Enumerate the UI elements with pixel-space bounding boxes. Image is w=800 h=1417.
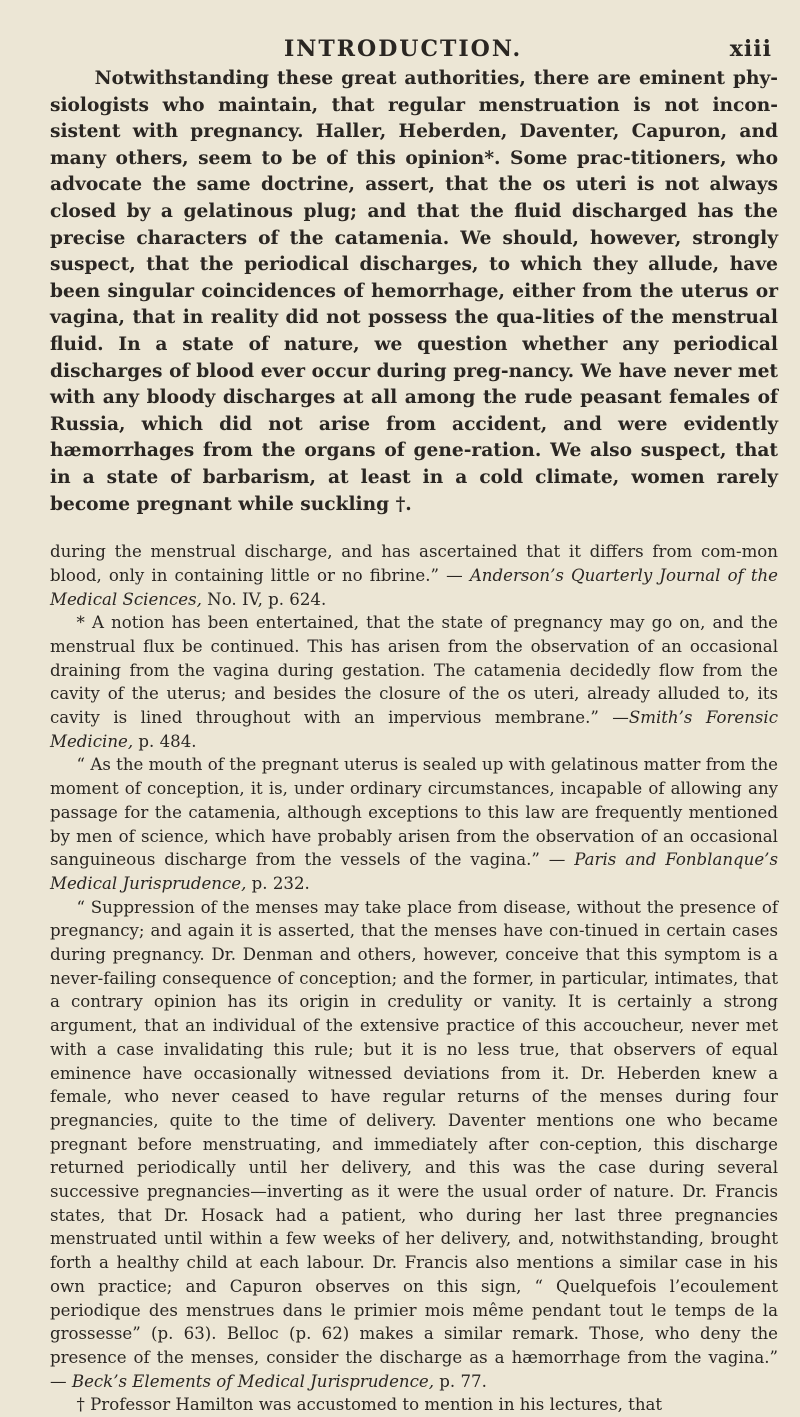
footnote-text: * A notion has been entertained, that the state of pregnancy may go on, and the menstrual flux be continued. This has arisen from the observation of an occasional draining from the vagina during gestation. The catamenia decidedly flow from the cavity of the uterus; and besides the closure of the os uteri, already alluded to, its cavity is lined throughout with an impervious membrane.” — [50, 613, 778, 728]
footnote-dagger [50, 1393, 778, 1417]
footnotes [50, 540, 778, 1417]
footnote-text: during the menstrual discharge, and has ascertained that it differs from com-mon blood, only in containing little or no fibrine.” — [50, 542, 778, 585]
footnote-tail: No. IV, p. 624. [207, 589, 327, 609]
footnote-source: Anderson’s Quarterly Journal of the Medical Sciences, [50, 565, 778, 609]
page-number: xiii [729, 36, 772, 62]
main-text [50, 66, 778, 518]
footnote-tail: p. 77. [439, 1371, 487, 1391]
footnote-quote-paris [50, 753, 778, 895]
footnote-tail: p. 484. [138, 731, 197, 751]
footnote-source: Beck’s Elements of Medical Jurisprudence, [71, 1371, 435, 1391]
footnote-tail: p. 232. [251, 873, 310, 893]
footnote-text: “ As the mouth of the pregnant uterus is sealed up with gelatinous matter from the moment of conception, it is, under ordinary circumstances, incapable of allowing any passage for the catamenia, although exceptions to this law are frequently mentioned by men of science, which have probably arisen from the observation of an occasional sanguineous discharge from the vessels of the vagina.” — [50, 755, 778, 870]
footnote-text: “ Suppression of the menses may take place from disease, without the presence of pregnancy; and again it is asserted, that the menses have con-tinued in certain cases during pregnancy. Dr. Denman and others, however, conceive that this symptom is a never-failing consequence of conception; and the former, in particular, intimates, that a contrary opinion has its origin in credulity or vanity. It is certainly a strong argument, that an individual of the extensive practice of this accoucheur, never met with a case invalidating this rule; but it is no less true, that observers of equal eminence have occasionally witnessed deviations from it. Dr. Heberden knew a female, who never ceased to have regular returns of the menses during four pregnancies, quite to the time of delivery. Daventer mentions one who became pregnant before menstruating, and immediately after con-ception, this discharge returned periodically until her delivery, and this was the case during several successive pregnancies—inverting as it were the usual order of nature. Dr. Francis states, that Dr. Hosack had a patient, who during her last three pregnancies menstruated until within a few weeks of her delivery, and, notwithstanding, brought forth a healthy child at each labour. Dr. Francis also mentions a similar case in his own practice; and Capuron observes on this sign, “ Quelquefois l’ecoulement periodique des menstrues dans le primier mois même pendant tout le temps de la grossesse” (p. 63). Belloc (p. 62) makes a similar remark. Those, who deny the presence of the menses, consider the discharge as a hæmorrhage from the vagina.” — [50, 897, 778, 1391]
main-paragraph: Notwithstanding these great authorities, there are eminent phy-siologists who maintain, that regular menstruation is not incon-sistent with pregnancy. Haller, Heberden, Daventer, Capuron, and many others, seem to be of this opinion*. Some prac-titioners, who advocate the same doctrine, assert, that the os uteri is not always closed by a gelatinous plug; and that the fluid discharged has the precise characters of the catamenia. We should, however, strongly suspect, that the periodical discharges, to which they allude, have been singular coincidences of hemorrhage, either from the uterus or vagina, that in reality did not possess the qua-lities of the menstrual fluid. In a state of nature, we question whether any periodical discharges of blood ever occur during preg-nancy. We have never met with any bloody discharges at all among the rude peasant females of Russia, which did not arise from accident, and were evidently hæmorrhages from the organs of gene-ration. We also suspect, that in a state of barbarism, at least in a cold climate, women rarely become pregnant while suckling †. [50, 68, 778, 515]
footnote-text: † Professor Hamilton was accustomed to mention in his lectures, that [76, 1395, 663, 1415]
footnote-quote-beck [50, 896, 778, 1394]
running-title: INTRODUCTION. [284, 36, 523, 62]
footnote-source: Smith’s Forensic Medicine, [50, 708, 778, 751]
running-head [50, 30, 778, 66]
footnote-source: Paris and Fonblanque’s Medical Jurisprudence, [50, 850, 778, 893]
footnote-continuation [50, 540, 778, 611]
footnote-star [50, 611, 778, 753]
